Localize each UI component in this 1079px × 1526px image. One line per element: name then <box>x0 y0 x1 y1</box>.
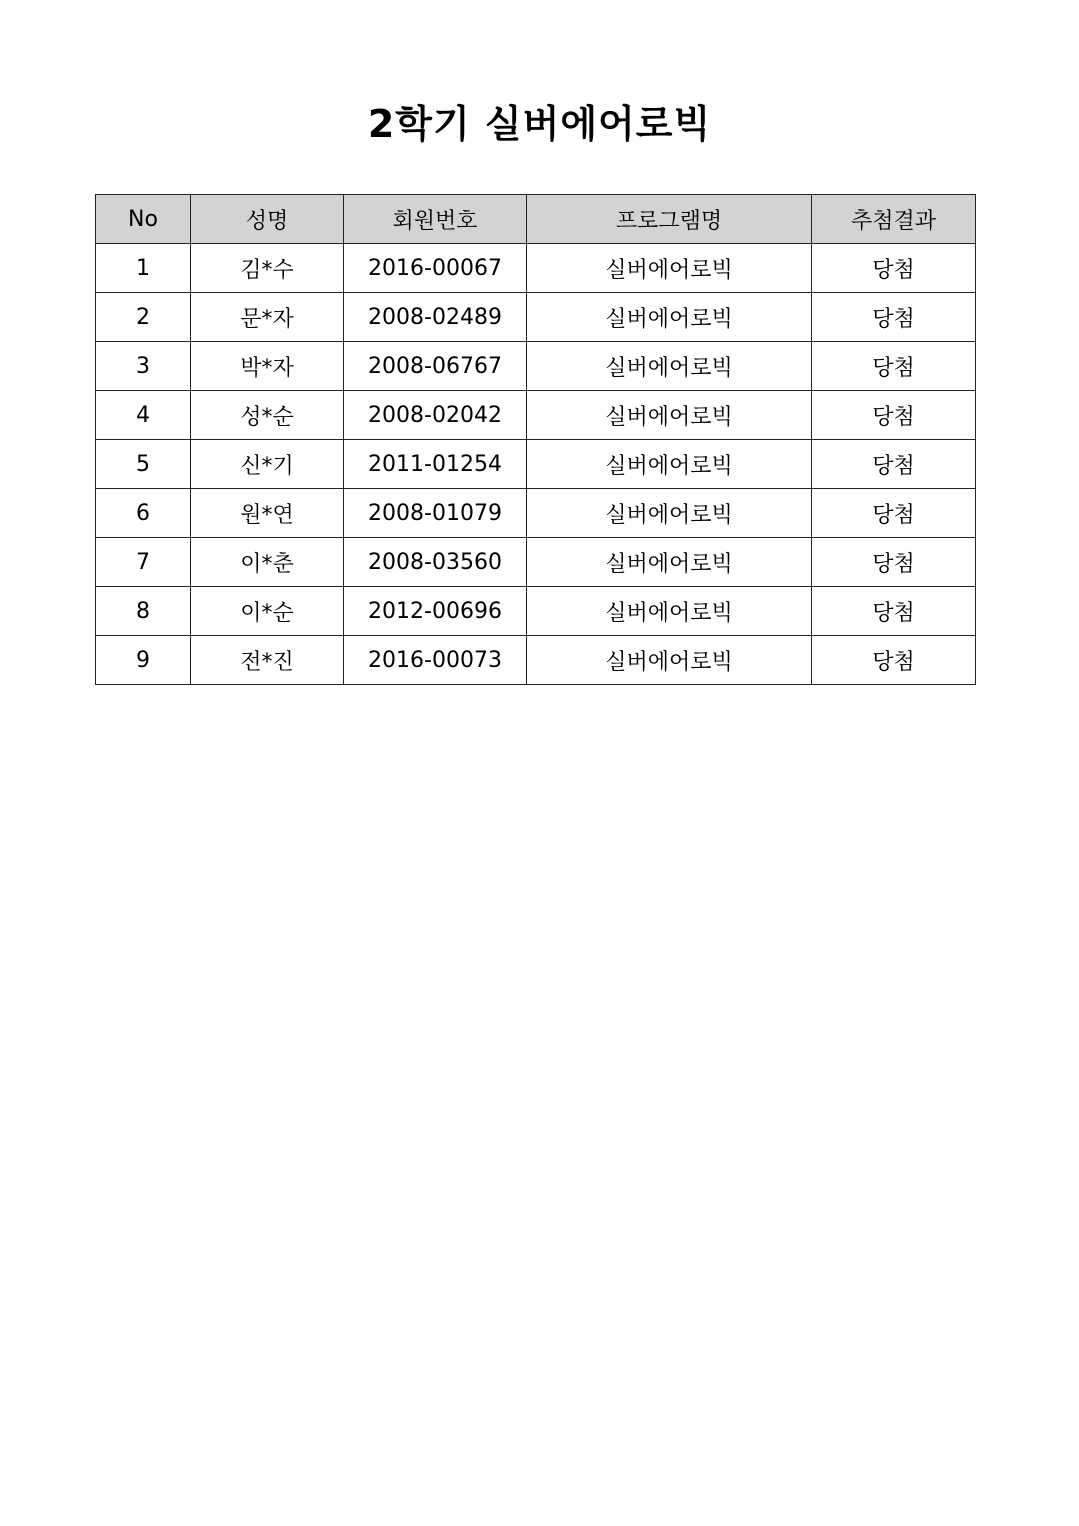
cell-draw-result: 당첨 <box>812 293 976 342</box>
header-member-number: 회원번호 <box>344 195 527 244</box>
cell-name: 전*진 <box>191 636 344 685</box>
table-row <box>96 538 976 587</box>
cell-member-number: 2011-01254 <box>344 440 527 489</box>
cell-draw-result: 당첨 <box>812 489 976 538</box>
table-row <box>96 587 976 636</box>
cell-draw-result: 당첨 <box>812 244 976 293</box>
header-draw-result: 추첨결과 <box>812 195 976 244</box>
header-program-name: 프로그램명 <box>527 195 812 244</box>
table-row <box>96 391 976 440</box>
cell-draw-result: 당첨 <box>812 587 976 636</box>
cell-name: 신*기 <box>191 440 344 489</box>
cell-draw-result: 당첨 <box>812 538 976 587</box>
lottery-result-table <box>95 194 976 685</box>
cell-member-number: 2008-02042 <box>344 391 527 440</box>
table-row <box>96 440 976 489</box>
cell-member-number: 2016-00067 <box>344 244 527 293</box>
cell-no: 7 <box>96 538 191 587</box>
table-row <box>96 636 976 685</box>
cell-name: 원*연 <box>191 489 344 538</box>
cell-member-number: 2008-01079 <box>344 489 527 538</box>
cell-program-name: 실버에어로빅 <box>527 244 812 293</box>
cell-name: 이*순 <box>191 587 344 636</box>
cell-program-name: 실버에어로빅 <box>527 538 812 587</box>
cell-name: 박*자 <box>191 342 344 391</box>
cell-no: 6 <box>96 489 191 538</box>
table-header-row <box>96 195 976 244</box>
cell-member-number: 2008-06767 <box>344 342 527 391</box>
table-row <box>96 293 976 342</box>
cell-no: 3 <box>96 342 191 391</box>
cell-member-number: 2008-02489 <box>344 293 527 342</box>
cell-member-number: 2016-00073 <box>344 636 527 685</box>
cell-program-name: 실버에어로빅 <box>527 636 812 685</box>
cell-no: 2 <box>96 293 191 342</box>
cell-draw-result: 당첨 <box>812 391 976 440</box>
cell-no: 4 <box>96 391 191 440</box>
header-no: No <box>96 195 191 244</box>
cell-name: 성*순 <box>191 391 344 440</box>
cell-name: 문*자 <box>191 293 344 342</box>
cell-draw-result: 당첨 <box>812 636 976 685</box>
cell-no: 1 <box>96 244 191 293</box>
cell-program-name: 실버에어로빅 <box>527 587 812 636</box>
page-title: 2학기 실버에어로빅 <box>367 102 712 146</box>
cell-no: 5 <box>96 440 191 489</box>
cell-name: 김*수 <box>191 244 344 293</box>
table-row <box>96 244 976 293</box>
cell-program-name: 실버에어로빅 <box>527 342 812 391</box>
cell-program-name: 실버에어로빅 <box>527 489 812 538</box>
cell-name: 이*춘 <box>191 538 344 587</box>
cell-member-number: 2008-03560 <box>344 538 527 587</box>
table-row <box>96 489 976 538</box>
cell-draw-result: 당첨 <box>812 440 976 489</box>
cell-program-name: 실버에어로빅 <box>527 391 812 440</box>
header-name: 성명 <box>191 195 344 244</box>
cell-draw-result: 당첨 <box>812 342 976 391</box>
table-row <box>96 342 976 391</box>
cell-no: 8 <box>96 587 191 636</box>
cell-no: 9 <box>96 636 191 685</box>
cell-program-name: 실버에어로빅 <box>527 440 812 489</box>
cell-member-number: 2012-00696 <box>344 587 527 636</box>
cell-program-name: 실버에어로빅 <box>527 293 812 342</box>
